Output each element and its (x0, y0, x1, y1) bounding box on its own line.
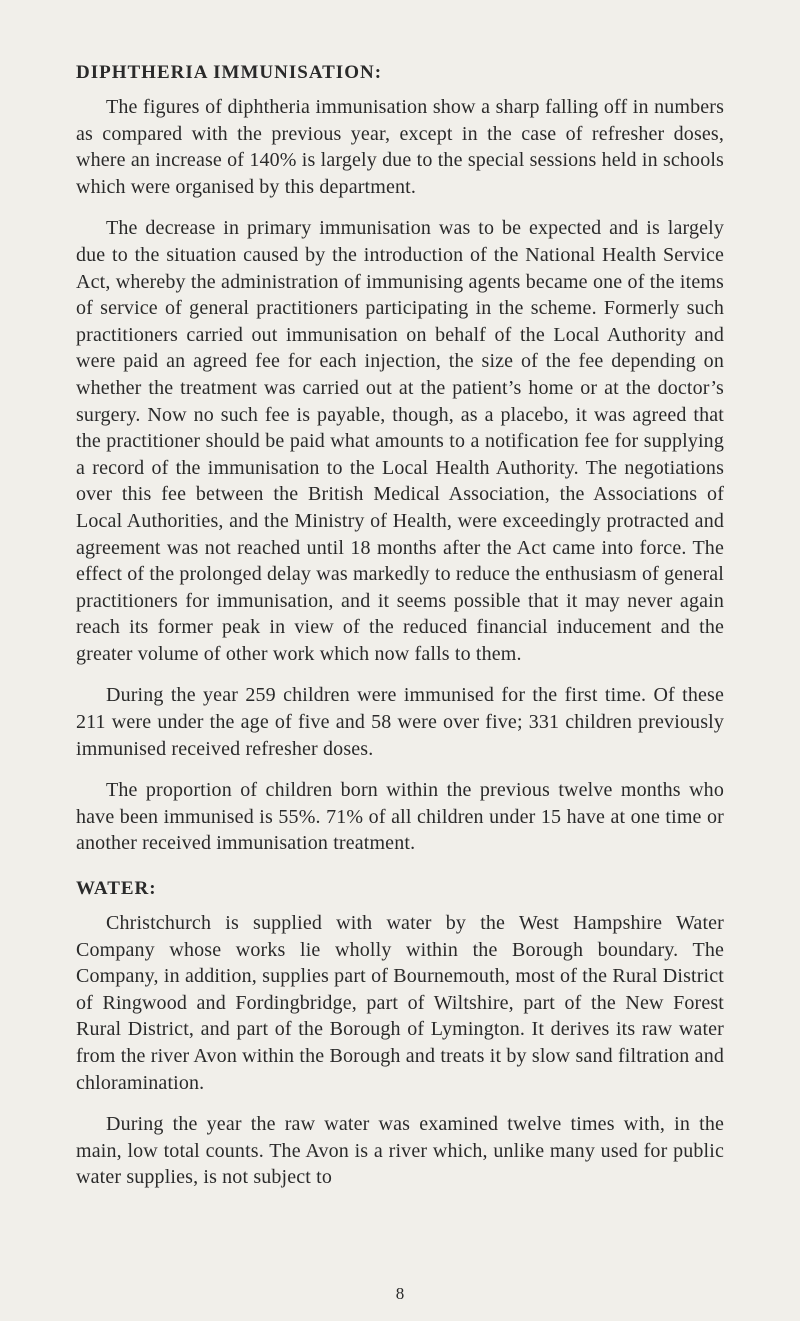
section-water (76, 874, 724, 1191)
page-number: 8 (395, 1284, 405, 1303)
section-heading: DIPHTHERIA IMMUNISATION: (76, 62, 383, 83)
paragraph: The decrease in primary immunisation was to be expected and is largely due to the situation caused by the introduction of the National Health Service Act, whereby the administration of immunising agents became one of the items of service of general practitioners participating in the scheme. Formerly such practitioners carried out immunisation on behalf of the Local Authority and were paid an agreed fee for each injection, the size of the fee depending on whether the treatment was carried out at the patient’s home or at the doctor’s surgery. Now no such fee is payable, though, as a placebo, it was agreed that the practitioner should be paid what amounts to a notification fee for supplying a record of the immunisation to the Local Health Authority. The negotiations over this fee between the British Medical Association, the Associations of Local Authorities, and the Ministry of Health, were exceedingly protracted and agreement was not reached until 18 months after the Act came into force. The effect of the prolonged delay was markedly to reduce the enthusiasm of general practitioners for immunisation, and it seems possible that it may never again reach its former peak in view of the reduced financial inducement and the greater volume of other work which now falls to them. (76, 217, 724, 665)
document-page (76, 58, 724, 1206)
section-diphtheria (76, 58, 724, 857)
paragraph: The figures of diphtheria immunisation show a sharp falling off in numbers as compared with the previous year, except in the case of refresher doses, where an increase of 140% is largely due to the special sessions held in schools which were organised by this department. (76, 96, 724, 198)
paragraph: During the year 259 children were immunised for the first time. Of these 211 were under the age of five and 58 were over five; 331 children previously immunised received refresher doses. (76, 684, 724, 760)
paragraph: During the year the raw water was examined twelve times with, in the main, low total counts. The Avon is a river which, unlike many used for public water supplies, is not subject to (76, 1113, 724, 1189)
section-heading: WATER: (76, 878, 157, 900)
paragraph: Christchurch is supplied with water by the West Hampshire Water Company whose works lie wholly within the Borough boundary. The Company, in addition, supplies part of Bournemouth, most of the Rural District of Ringwood and Fordingbridge, part of Wiltshire, part of the New Forest Rural District, and part of the Borough of Lymington. It derives its raw water from the river Avon within the Borough and treats it by slow sand filtration and chloramination. (76, 912, 724, 1094)
paragraph: The proportion of children born within the previous twelve months who have been immunised is 55%. 71% of all children under 15 have at one time or another received immunisation treatment. (76, 779, 724, 855)
